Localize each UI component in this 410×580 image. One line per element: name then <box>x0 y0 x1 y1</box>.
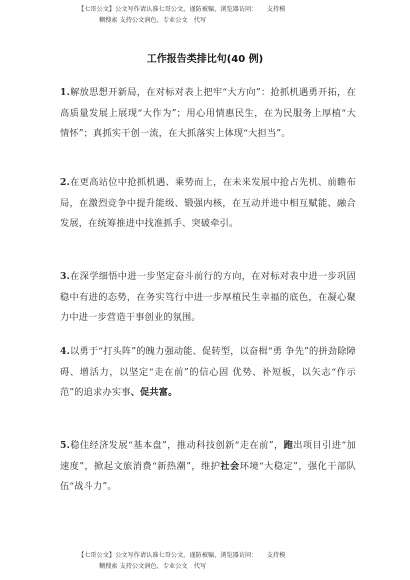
document-title: 工作报告类排比句(40 例) <box>146 54 264 65</box>
paragraph-number: 4. <box>60 346 70 357</box>
paragraph-number: 5. <box>60 440 70 451</box>
header-notice-line2: 糊搜索 支持公文润色、专业公文 代写 <box>99 17 207 24</box>
paragraph-text: 稳住经济发展“基本盘”，推动科技创新“走在前”， <box>70 440 284 451</box>
paragraph-3 <box>60 267 356 329</box>
paragraph-bold-text: 、促共富。 <box>130 387 178 398</box>
paragraph-2 <box>60 173 356 235</box>
header-notice-line1: 【七哥公文】公文写作请认准七哥公文，谨防被骗，浏览器访问： 支持模 <box>78 6 286 13</box>
header-notice <box>78 4 368 26</box>
paragraph-text: 出项目引进“加速度”，掀起文旅消费“新热潮”，维护 <box>60 440 356 472</box>
paragraph-bold-text: 跑 <box>283 440 294 451</box>
paragraph-bold-text: 社会 <box>220 460 240 472</box>
paragraph-4 <box>60 342 356 404</box>
paragraph-text: 在更高站位中抢抓机遇、乘势而上，在未来发展中抢占先机、前瞻布局，在激烈竞争中提升能级、锻强内核，在互动并进中相互赋能、融合发展，在统筹推进中找准抓手、突破牵引。 <box>60 177 356 229</box>
paragraph-text: 在深学细悟中进一步坚定奋斗前行的方向，在对标对表中进一步巩固稳中有进的态势，在务实笃行中进一步厚植民生幸福的底色，在凝心聚力中进一步营造干事创业的氛围。 <box>60 271 356 323</box>
paragraph-5 <box>60 436 356 498</box>
paragraph-number: 2. <box>60 177 70 188</box>
paragraph-1 <box>60 83 356 145</box>
footer-notice-line1: 【七哥公文】公文写作请认准七哥公文，谨防被骗，浏览器访问： 支持模 <box>78 552 286 559</box>
footer-notice <box>78 550 368 572</box>
paragraph-text: 环境“大稳定”，强化干部队伍“战斗力”。 <box>60 460 356 492</box>
paragraph-text: 以勇于“打头阵”的魄力强动能、促转型，以奋楫“勇 争先”的拼劲除障碍、增活力，以坚定“走在前”的信心固 优势、补短板，以矢志“作示范”的追求办实事 <box>60 346 356 398</box>
footer-notice-line2: 糊搜索 支持公文润色、专业公文 代写 <box>99 563 207 570</box>
paragraph-number: 1. <box>60 87 70 98</box>
paragraph-text: 解放思想开新局，在对标对表上把牢“大方向”：抢抓机遇勇开拓，在高质量发展上展现“大作为”；用心用情惠民生，在为民服务上厚植“大情怀”；真抓实干创一流，在大抓落实上体现“大担当”。 <box>60 87 356 139</box>
paragraph-number: 3. <box>60 271 70 282</box>
